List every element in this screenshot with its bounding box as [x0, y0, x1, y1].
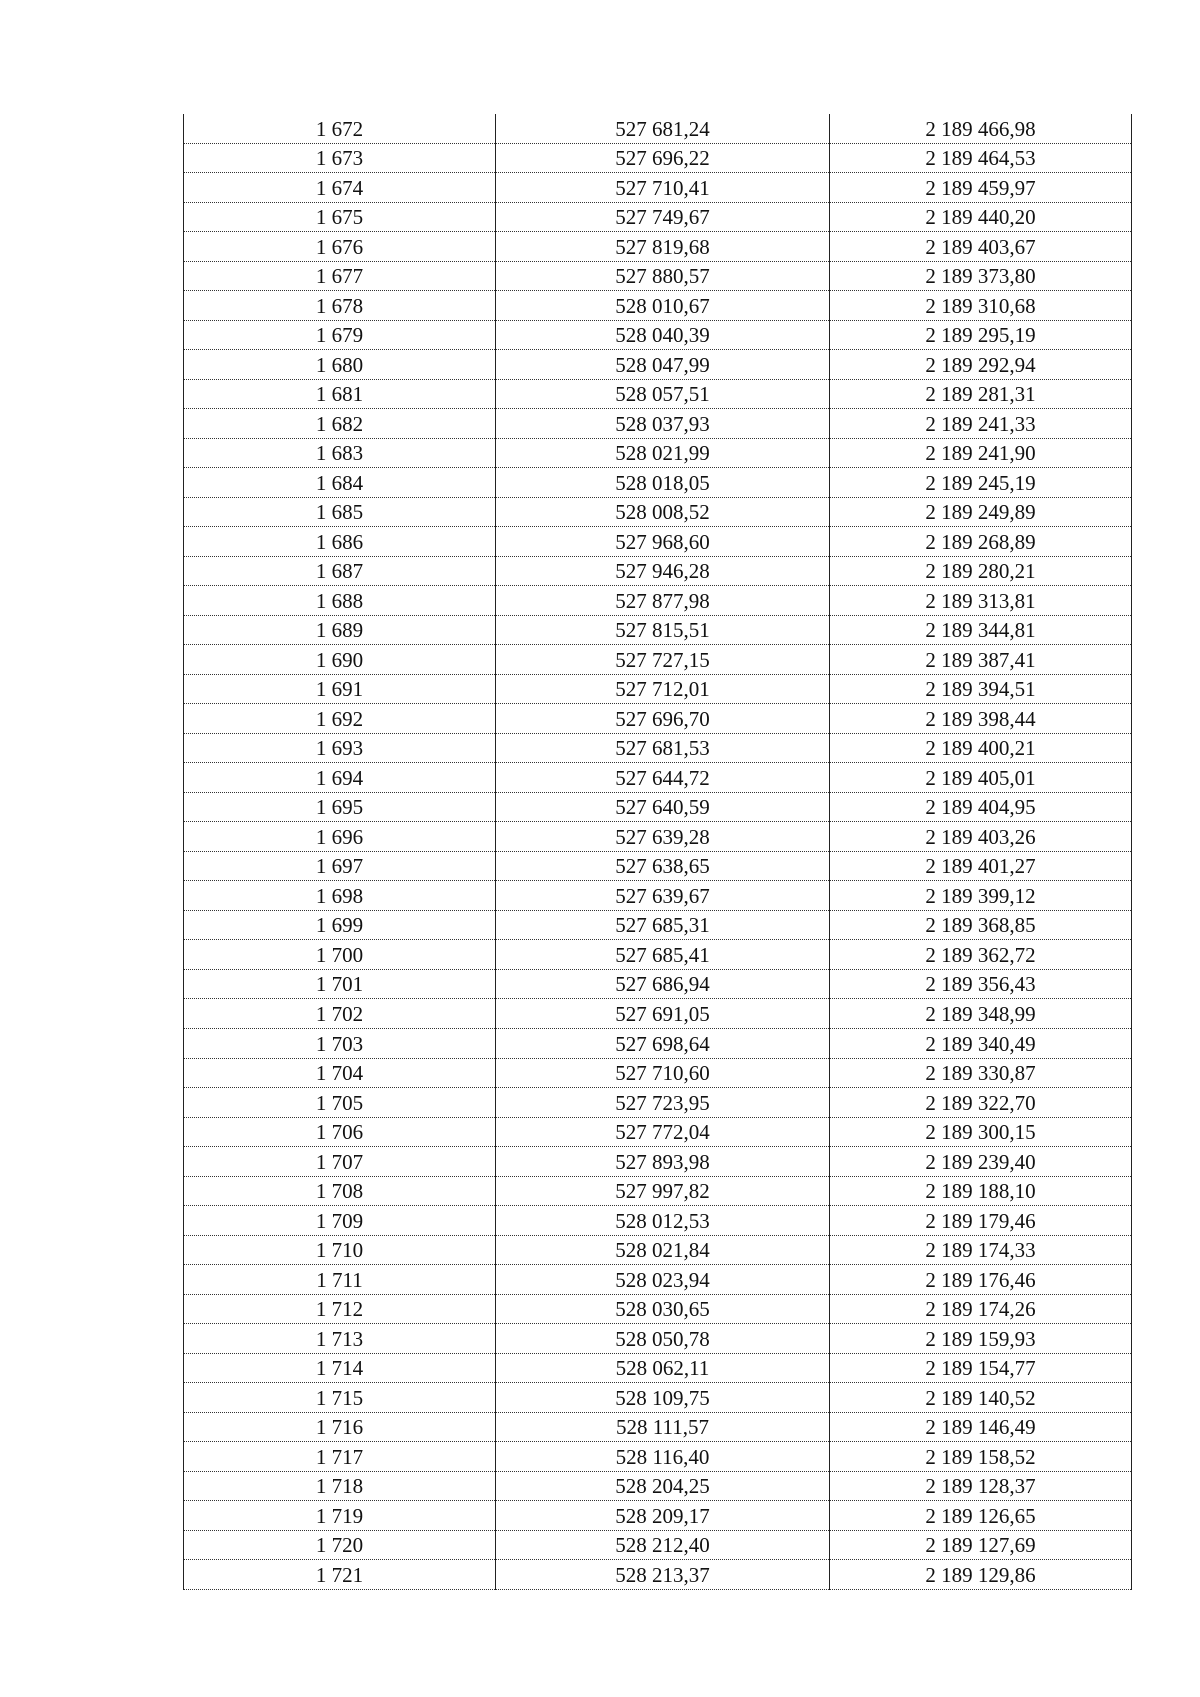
y-coordinate-cell: 2 189 154,77 [830, 1353, 1132, 1383]
table-row [184, 763, 1132, 793]
point-number-cell: 1 688 [184, 586, 496, 616]
x-coordinate-cell: 527 710,60 [496, 1058, 830, 1088]
table-row [184, 202, 1132, 232]
point-number-cell: 1 681 [184, 379, 496, 409]
point-number-cell: 1 713 [184, 1324, 496, 1354]
table-row [184, 674, 1132, 704]
x-coordinate-cell: 527 681,53 [496, 733, 830, 763]
table-row [184, 733, 1132, 763]
point-number-cell: 1 704 [184, 1058, 496, 1088]
table-row [184, 1412, 1132, 1442]
y-coordinate-cell: 2 189 466,98 [830, 114, 1132, 143]
point-number-cell: 1 694 [184, 763, 496, 793]
point-number-cell: 1 679 [184, 320, 496, 350]
x-coordinate-cell: 528 062,11 [496, 1353, 830, 1383]
table-row [184, 1265, 1132, 1295]
point-number-cell: 1 709 [184, 1206, 496, 1236]
table-row [184, 379, 1132, 409]
table-row [184, 1206, 1132, 1236]
y-coordinate-cell: 2 189 401,27 [830, 851, 1132, 881]
table-row [184, 261, 1132, 291]
table-row [184, 350, 1132, 380]
y-coordinate-cell: 2 189 399,12 [830, 881, 1132, 911]
x-coordinate-cell: 527 640,59 [496, 792, 830, 822]
point-number-cell: 1 693 [184, 733, 496, 763]
x-coordinate-cell: 527 681,24 [496, 114, 830, 143]
point-number-cell: 1 686 [184, 527, 496, 557]
table-row [184, 615, 1132, 645]
table-row [184, 232, 1132, 262]
x-coordinate-cell: 528 030,65 [496, 1294, 830, 1324]
point-number-cell: 1 677 [184, 261, 496, 291]
point-number-cell: 1 710 [184, 1235, 496, 1265]
point-number-cell: 1 684 [184, 468, 496, 498]
table-row [184, 409, 1132, 439]
y-coordinate-cell: 2 189 404,95 [830, 792, 1132, 822]
table-row [184, 1353, 1132, 1383]
point-number-cell: 1 720 [184, 1530, 496, 1560]
table-row [184, 1383, 1132, 1413]
y-coordinate-cell: 2 189 368,85 [830, 910, 1132, 940]
y-coordinate-cell: 2 189 400,21 [830, 733, 1132, 763]
point-number-cell: 1 673 [184, 143, 496, 173]
x-coordinate-cell: 527 880,57 [496, 261, 830, 291]
y-coordinate-cell: 2 189 159,93 [830, 1324, 1132, 1354]
table-row [184, 320, 1132, 350]
point-number-cell: 1 680 [184, 350, 496, 380]
x-coordinate-cell: 528 012,53 [496, 1206, 830, 1236]
table-row [184, 1117, 1132, 1147]
point-number-cell: 1 706 [184, 1117, 496, 1147]
y-coordinate-cell: 2 189 387,41 [830, 645, 1132, 675]
y-coordinate-cell: 2 189 241,90 [830, 438, 1132, 468]
point-number-cell: 1 697 [184, 851, 496, 881]
x-coordinate-cell: 527 723,95 [496, 1088, 830, 1118]
y-coordinate-cell: 2 189 313,81 [830, 586, 1132, 616]
x-coordinate-cell: 527 893,98 [496, 1147, 830, 1177]
x-coordinate-cell: 528 050,78 [496, 1324, 830, 1354]
table-row [184, 1501, 1132, 1531]
y-coordinate-cell: 2 189 322,70 [830, 1088, 1132, 1118]
y-coordinate-cell: 2 189 373,80 [830, 261, 1132, 291]
y-coordinate-cell: 2 189 295,19 [830, 320, 1132, 350]
table-row [184, 438, 1132, 468]
x-coordinate-cell: 527 685,31 [496, 910, 830, 940]
y-coordinate-cell: 2 189 158,52 [830, 1442, 1132, 1472]
x-coordinate-cell: 528 212,40 [496, 1530, 830, 1560]
coordinates-table-body [184, 114, 1132, 1589]
y-coordinate-cell: 2 189 292,94 [830, 350, 1132, 380]
y-coordinate-cell: 2 189 330,87 [830, 1058, 1132, 1088]
y-coordinate-cell: 2 189 239,40 [830, 1147, 1132, 1177]
x-coordinate-cell: 527 819,68 [496, 232, 830, 262]
table-row [184, 1324, 1132, 1354]
point-number-cell: 1 692 [184, 704, 496, 734]
x-coordinate-cell: 527 946,28 [496, 556, 830, 586]
point-number-cell: 1 702 [184, 999, 496, 1029]
point-number-cell: 1 691 [184, 674, 496, 704]
x-coordinate-cell: 527 639,28 [496, 822, 830, 852]
x-coordinate-cell: 527 727,15 [496, 645, 830, 675]
point-number-cell: 1 721 [184, 1560, 496, 1590]
y-coordinate-cell: 2 189 300,15 [830, 1117, 1132, 1147]
table-row [184, 969, 1132, 999]
table-row [184, 792, 1132, 822]
x-coordinate-cell: 528 109,75 [496, 1383, 830, 1413]
point-number-cell: 1 703 [184, 1028, 496, 1058]
y-coordinate-cell: 2 189 146,49 [830, 1412, 1132, 1442]
table-row [184, 881, 1132, 911]
y-coordinate-cell: 2 189 128,37 [830, 1471, 1132, 1501]
x-coordinate-cell: 527 686,94 [496, 969, 830, 999]
point-number-cell: 1 698 [184, 881, 496, 911]
y-coordinate-cell: 2 189 281,31 [830, 379, 1132, 409]
point-number-cell: 1 699 [184, 910, 496, 940]
point-number-cell: 1 717 [184, 1442, 496, 1472]
table-row [184, 1058, 1132, 1088]
table-row [184, 910, 1132, 940]
y-coordinate-cell: 2 189 129,86 [830, 1560, 1132, 1590]
table-row [184, 1294, 1132, 1324]
point-number-cell: 1 719 [184, 1501, 496, 1531]
y-coordinate-cell: 2 189 176,46 [830, 1265, 1132, 1295]
x-coordinate-cell: 528 047,99 [496, 350, 830, 380]
x-coordinate-cell: 527 712,01 [496, 674, 830, 704]
x-coordinate-cell: 527 691,05 [496, 999, 830, 1029]
point-number-cell: 1 716 [184, 1412, 496, 1442]
y-coordinate-cell: 2 189 245,19 [830, 468, 1132, 498]
x-coordinate-cell: 527 749,67 [496, 202, 830, 232]
x-coordinate-cell: 528 116,40 [496, 1442, 830, 1472]
x-coordinate-cell: 528 023,94 [496, 1265, 830, 1295]
table-row [184, 1471, 1132, 1501]
point-number-cell: 1 714 [184, 1353, 496, 1383]
table-row [184, 1560, 1132, 1590]
table-row [184, 940, 1132, 970]
x-coordinate-cell: 528 018,05 [496, 468, 830, 498]
table-row [184, 999, 1132, 1029]
x-coordinate-cell: 528 010,67 [496, 291, 830, 321]
table-row [184, 1530, 1132, 1560]
y-coordinate-cell: 2 189 394,51 [830, 674, 1132, 704]
table-row [184, 645, 1132, 675]
y-coordinate-cell: 2 189 179,46 [830, 1206, 1132, 1236]
point-number-cell: 1 715 [184, 1383, 496, 1413]
table-row [184, 527, 1132, 557]
point-number-cell: 1 674 [184, 173, 496, 203]
point-number-cell: 1 695 [184, 792, 496, 822]
table-row [184, 173, 1132, 203]
point-number-cell: 1 705 [184, 1088, 496, 1118]
x-coordinate-cell: 527 710,41 [496, 173, 830, 203]
point-number-cell: 1 685 [184, 497, 496, 527]
y-coordinate-cell: 2 189 241,33 [830, 409, 1132, 439]
x-coordinate-cell: 527 815,51 [496, 615, 830, 645]
point-number-cell: 1 675 [184, 202, 496, 232]
y-coordinate-cell: 2 189 126,65 [830, 1501, 1132, 1531]
x-coordinate-cell: 528 057,51 [496, 379, 830, 409]
point-number-cell: 1 682 [184, 409, 496, 439]
x-coordinate-cell: 528 040,39 [496, 320, 830, 350]
table-row [184, 1176, 1132, 1206]
x-coordinate-cell: 528 213,37 [496, 1560, 830, 1590]
x-coordinate-cell: 528 021,99 [496, 438, 830, 468]
x-coordinate-cell: 527 639,67 [496, 881, 830, 911]
table-row [184, 291, 1132, 321]
y-coordinate-cell: 2 189 127,69 [830, 1530, 1132, 1560]
point-number-cell: 1 708 [184, 1176, 496, 1206]
point-number-cell: 1 696 [184, 822, 496, 852]
x-coordinate-cell: 527 968,60 [496, 527, 830, 557]
x-coordinate-cell: 527 997,82 [496, 1176, 830, 1206]
y-coordinate-cell: 2 189 310,68 [830, 291, 1132, 321]
table-row [184, 586, 1132, 616]
table-row [184, 468, 1132, 498]
x-coordinate-cell: 527 772,04 [496, 1117, 830, 1147]
table-row [184, 114, 1132, 143]
table-row [184, 1235, 1132, 1265]
y-coordinate-cell: 2 189 403,26 [830, 822, 1132, 852]
y-coordinate-cell: 2 189 268,89 [830, 527, 1132, 557]
y-coordinate-cell: 2 189 348,99 [830, 999, 1132, 1029]
point-number-cell: 1 700 [184, 940, 496, 970]
table-row [184, 497, 1132, 527]
y-coordinate-cell: 2 189 459,97 [830, 173, 1132, 203]
point-number-cell: 1 676 [184, 232, 496, 262]
x-coordinate-cell: 528 209,17 [496, 1501, 830, 1531]
y-coordinate-cell: 2 189 464,53 [830, 143, 1132, 173]
y-coordinate-cell: 2 189 280,21 [830, 556, 1132, 586]
table-row [184, 1442, 1132, 1472]
table-row [184, 1028, 1132, 1058]
x-coordinate-cell: 527 877,98 [496, 586, 830, 616]
table-row [184, 704, 1132, 734]
point-number-cell: 1 690 [184, 645, 496, 675]
point-number-cell: 1 672 [184, 114, 496, 143]
x-coordinate-cell: 528 008,52 [496, 497, 830, 527]
x-coordinate-cell: 528 021,84 [496, 1235, 830, 1265]
x-coordinate-cell: 527 696,70 [496, 704, 830, 734]
point-number-cell: 1 711 [184, 1265, 496, 1295]
y-coordinate-cell: 2 189 174,26 [830, 1294, 1132, 1324]
coordinates-table [183, 114, 1132, 1590]
y-coordinate-cell: 2 189 440,20 [830, 202, 1132, 232]
x-coordinate-cell: 528 204,25 [496, 1471, 830, 1501]
y-coordinate-cell: 2 189 140,52 [830, 1383, 1132, 1413]
point-number-cell: 1 718 [184, 1471, 496, 1501]
x-coordinate-cell: 527 696,22 [496, 143, 830, 173]
y-coordinate-cell: 2 189 405,01 [830, 763, 1132, 793]
x-coordinate-cell: 528 111,57 [496, 1412, 830, 1442]
point-number-cell: 1 687 [184, 556, 496, 586]
table-row [184, 822, 1132, 852]
table-row [184, 1088, 1132, 1118]
table-row [184, 143, 1132, 173]
x-coordinate-cell: 527 685,41 [496, 940, 830, 970]
point-number-cell: 1 683 [184, 438, 496, 468]
y-coordinate-cell: 2 189 249,89 [830, 497, 1132, 527]
point-number-cell: 1 712 [184, 1294, 496, 1324]
y-coordinate-cell: 2 189 344,81 [830, 615, 1132, 645]
x-coordinate-cell: 527 638,65 [496, 851, 830, 881]
y-coordinate-cell: 2 189 188,10 [830, 1176, 1132, 1206]
point-number-cell: 1 707 [184, 1147, 496, 1177]
y-coordinate-cell: 2 189 398,44 [830, 704, 1132, 734]
table-row [184, 851, 1132, 881]
y-coordinate-cell: 2 189 403,67 [830, 232, 1132, 262]
y-coordinate-cell: 2 189 174,33 [830, 1235, 1132, 1265]
y-coordinate-cell: 2 189 362,72 [830, 940, 1132, 970]
x-coordinate-cell: 527 698,64 [496, 1028, 830, 1058]
table-row [184, 556, 1132, 586]
point-number-cell: 1 678 [184, 291, 496, 321]
x-coordinate-cell: 527 644,72 [496, 763, 830, 793]
x-coordinate-cell: 528 037,93 [496, 409, 830, 439]
point-number-cell: 1 689 [184, 615, 496, 645]
y-coordinate-cell: 2 189 340,49 [830, 1028, 1132, 1058]
y-coordinate-cell: 2 189 356,43 [830, 969, 1132, 999]
table-row [184, 1147, 1132, 1177]
point-number-cell: 1 701 [184, 969, 496, 999]
